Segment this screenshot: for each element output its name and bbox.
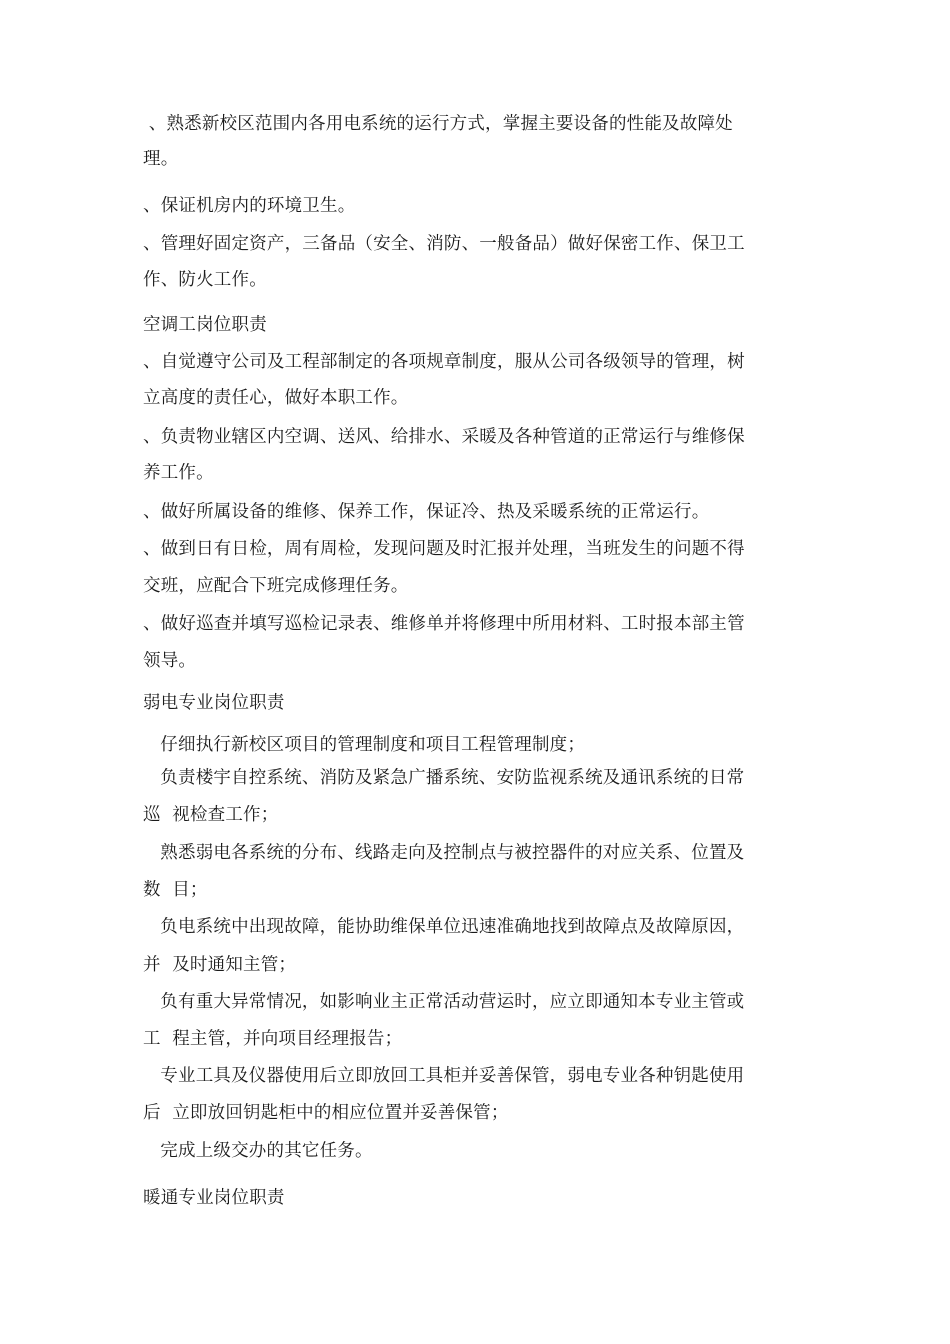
text-line: 、自觉遵守公司及工程部制定的各项规章制度，服从公司各级领导的管理，树 [143, 352, 745, 372]
text-line: 完成上级交办的其它任务。 [143, 1141, 373, 1161]
text-line: 、负责物业辖区内空调、送风、给排水、采暖及各种管道的正常运行与维修保 [143, 427, 745, 447]
text-line: 、保证机房内的环境卫生。 [143, 196, 356, 216]
text-line: 、做到日有日检，周有周检，发现问题及时汇报并处理，当班发生的问题不得 [143, 539, 745, 559]
section-heading: 弱电专业岗位职责 [143, 693, 285, 713]
text-line: 、做好所属设备的维修、保养工作，保证冷、热及采暖系统的正常运行。 [143, 502, 710, 522]
text-line: 、做好巡查并填写巡检记录表、维修单并将修理中所用材料、工时报本部主管 [143, 614, 745, 634]
text-line: 负责楼宇自控系统、消防及紧急广播系统、安防监视系统及通讯系统的日常 [143, 768, 745, 788]
text-line: 巡 视检查工作； [143, 805, 279, 825]
text-line: 养工作。 [143, 463, 214, 483]
text-line: 负有重大异常情况，如影响业主正常活动营运时，应立即通知本专业主管或 [143, 992, 745, 1012]
text-line: 理。 [143, 149, 179, 169]
text-line: 立高度的责任心，做好本职工作。 [143, 388, 409, 408]
text-line: 交班，应配合下班完成修理任务。 [143, 576, 409, 596]
text-line: 负电系统中出现故障，能协助维保单位迅速准确地找到故障点及故障原因， [143, 917, 745, 937]
section-heading: 空调工岗位职责 [143, 315, 267, 335]
text-line: 领导。 [143, 651, 197, 671]
text-line: 、熟悉新校区范围内各用电系统的运行方式，掌握主要设备的性能及故障处 [143, 114, 733, 134]
text-line: 专业工具及仪器使用后立即放回工具柜并妥善保管，弱电专业各种钥匙使用 [143, 1066, 745, 1086]
text-line: 熟悉弱电各系统的分布、线路走向及控制点与被控器件的对应关系、位置及 [143, 843, 745, 863]
text-line: 后 立即放回钥匙柜中的相应位置并妥善保管； [143, 1103, 509, 1123]
text-line: 并 及时通知主管； [143, 955, 297, 975]
section-heading: 暖通专业岗位职责 [143, 1188, 285, 1208]
text-line: 、管理好固定资产，三备品（安全、消防、一般备品）做好保密工作、保卫工 [143, 234, 745, 254]
text-line: 作、防火工作。 [143, 270, 267, 290]
text-line: 工 程主管，并向项目经理报告； [143, 1029, 403, 1049]
text-line: 数 目； [143, 880, 208, 900]
text-line: 仔细执行新校区项目的管理制度和项目工程管理制度； [143, 735, 586, 755]
